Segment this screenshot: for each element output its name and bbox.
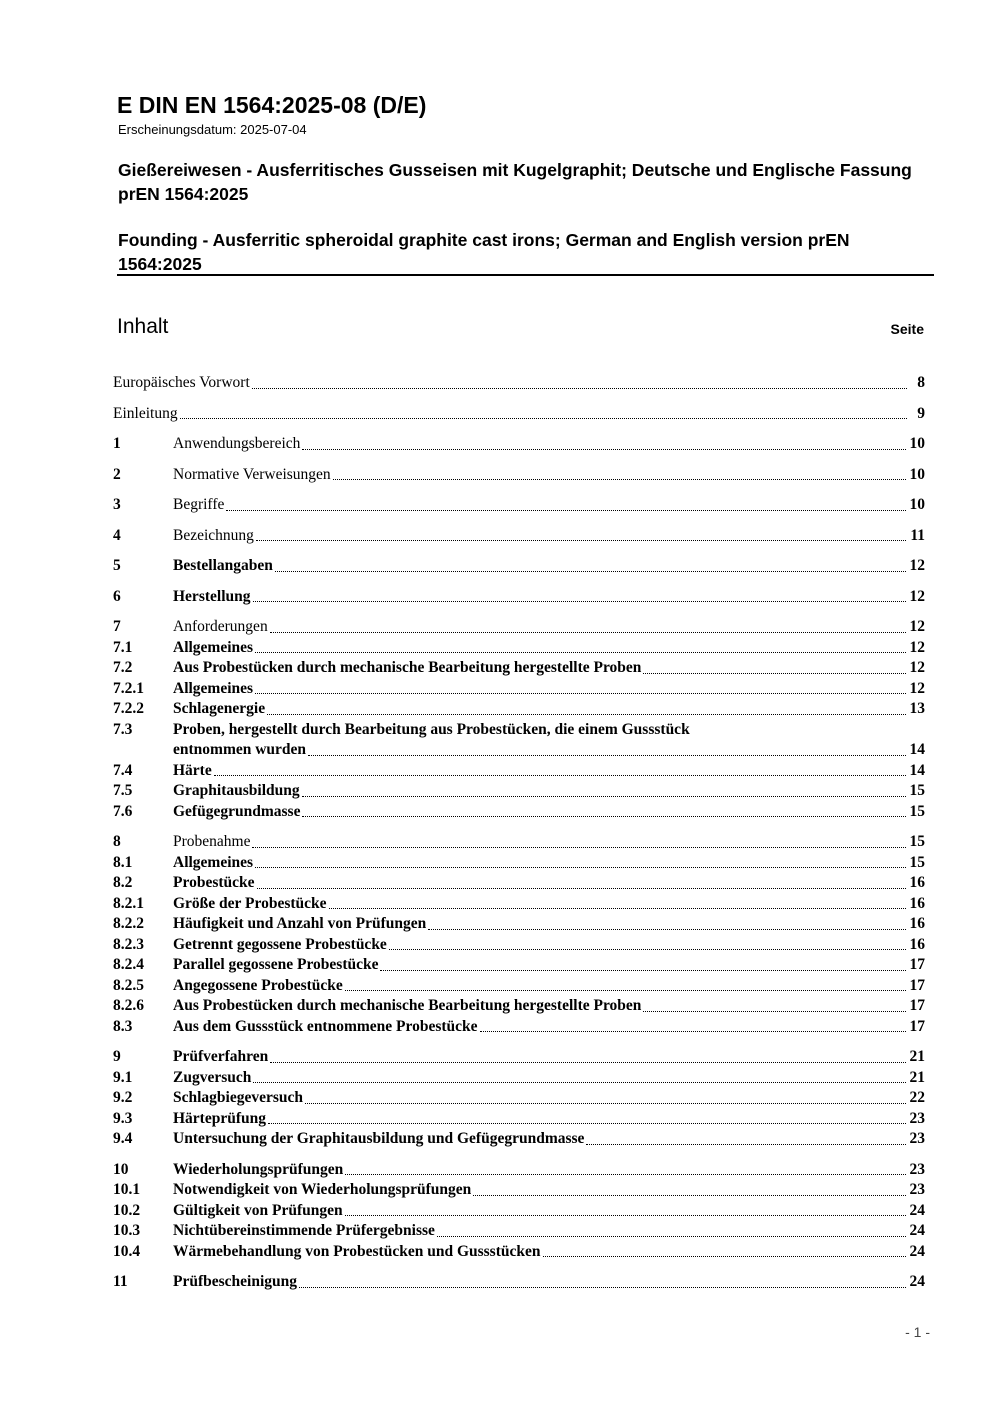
toc-entry-label: Härte bbox=[173, 761, 212, 779]
toc-entry-label: Allgemeines bbox=[173, 638, 254, 656]
toc-heading: Inhalt bbox=[117, 315, 169, 338]
title-english: Founding - Ausferritic spheroidal graphite cast irons; German and English version prEN 1564:2025 bbox=[118, 230, 850, 274]
toc-entry-page: 11 bbox=[910, 526, 925, 544]
toc-entry-number: 1 bbox=[113, 435, 121, 452]
toc-entry-number: 10 bbox=[113, 1160, 129, 1178]
toc-entry-label: Aus Probestücken durch mechanische Bearbeitung hergestellte Proben bbox=[173, 997, 642, 1014]
toc-entry-page: 17 bbox=[909, 976, 925, 994]
toc-leader bbox=[214, 774, 906, 776]
toc-entry-number: 10.1 bbox=[113, 1181, 141, 1198]
toc-entry-number: 8.2.4 bbox=[113, 956, 144, 973]
toc-entry-label: Herstellung bbox=[173, 587, 251, 605]
toc-entry[interactable] bbox=[113, 638, 925, 659]
toc-entry-label: Bezeichnung bbox=[173, 526, 254, 544]
toc-leader bbox=[302, 815, 905, 817]
toc-entry[interactable] bbox=[113, 781, 925, 802]
toc-leader bbox=[380, 969, 905, 971]
toc-entry-page: 23 bbox=[909, 1160, 925, 1178]
toc-entry-page: 24 bbox=[909, 1222, 925, 1239]
toc-leader bbox=[305, 1102, 905, 1104]
toc-entry-number: 3 bbox=[113, 496, 121, 513]
toc-entry-number: 8.2 bbox=[113, 874, 133, 891]
toc-entry-number: 2 bbox=[113, 465, 121, 483]
toc-entry[interactable] bbox=[113, 720, 925, 741]
toc-entry-label: Untersuchung der Graphitausbildung und Gefügegrundmasse bbox=[173, 1130, 585, 1147]
toc-entry-page: 24 bbox=[909, 1201, 925, 1219]
toc-entry-page: 14 bbox=[909, 741, 925, 758]
toc-entry[interactable] bbox=[113, 1129, 925, 1150]
toc-entry-page: 10 bbox=[909, 435, 925, 452]
toc-entry-number: 7.2 bbox=[113, 659, 133, 676]
toc-leader bbox=[268, 1122, 906, 1124]
toc-entry-label: Anwendungsbereich bbox=[173, 435, 301, 452]
toc-leader bbox=[437, 1235, 906, 1237]
toc-entry-number: 7.1 bbox=[113, 638, 133, 656]
toc-entry-page: 10 bbox=[909, 496, 925, 513]
toc-entry-label: Aus dem Gussstück entnommene Probestücke bbox=[173, 1017, 478, 1035]
header-rule bbox=[117, 274, 934, 276]
toc-entry[interactable] bbox=[113, 404, 925, 425]
toc-entry-page: 17 bbox=[909, 997, 925, 1014]
toc-entry[interactable] bbox=[113, 761, 925, 782]
toc-entry[interactable] bbox=[113, 955, 925, 976]
toc-entry-number: 10.4 bbox=[113, 1242, 141, 1260]
page-number: - 1 - bbox=[905, 1324, 930, 1340]
title-german: Gießereiwesen - Ausferritisches Gusseisen mit Kugelgraphit; Deutsche und Englische Fassung prEN 1564:2025 bbox=[118, 160, 912, 204]
toc-entry[interactable] bbox=[113, 1201, 925, 1222]
toc-leader bbox=[270, 631, 906, 633]
toc-entry-page: 9 bbox=[917, 404, 925, 422]
toc-leader bbox=[333, 478, 906, 480]
toc-entry[interactable] bbox=[113, 1180, 925, 1201]
toc-leader bbox=[255, 651, 905, 653]
toc-entry[interactable] bbox=[113, 526, 925, 547]
toc-entry[interactable] bbox=[113, 1160, 925, 1181]
publication-date: Erscheinungsdatum: 2025-07-04 bbox=[118, 122, 307, 137]
toc-leader bbox=[255, 692, 905, 694]
toc-entry-number: 7.2.2 bbox=[113, 700, 144, 717]
toc-entry-page: 21 bbox=[909, 1068, 925, 1086]
toc-entry[interactable] bbox=[113, 1047, 925, 1068]
toc-entry[interactable] bbox=[113, 853, 925, 874]
toc-leader bbox=[643, 1010, 905, 1012]
toc-entry-page: 8 bbox=[917, 374, 925, 391]
toc-entry[interactable] bbox=[113, 617, 925, 638]
toc-entry[interactable] bbox=[113, 894, 925, 915]
toc-entry-label: Parallel gegossene Probestücke bbox=[173, 956, 379, 973]
toc-entry-page: 23 bbox=[909, 1181, 925, 1198]
toc-entry[interactable] bbox=[113, 679, 925, 700]
toc-entry-page: 12 bbox=[909, 659, 925, 676]
toc-entry-page: 24 bbox=[909, 1273, 925, 1290]
toc-entry-page: 16 bbox=[909, 935, 925, 953]
toc-entry-label: Wärmebehandlung von Probestücken und Gussstücken bbox=[173, 1242, 541, 1260]
toc-leader bbox=[480, 1030, 906, 1032]
toc-entry[interactable] bbox=[113, 976, 925, 997]
toc-entry-label: Größe der Probestücke bbox=[173, 894, 327, 912]
toc-leader bbox=[329, 907, 906, 909]
toc-entry-label: Europäisches Vorwort bbox=[113, 374, 250, 391]
toc-leader bbox=[253, 600, 906, 602]
toc-entry[interactable] bbox=[113, 935, 925, 956]
toc-entry-number: 5 bbox=[113, 557, 121, 574]
toc-entry-page: 13 bbox=[909, 700, 925, 717]
toc-leader bbox=[308, 754, 905, 756]
toc-entry-number: 10.3 bbox=[113, 1222, 141, 1239]
toc-entry-label: Bestellangaben bbox=[173, 557, 273, 574]
toc-leader bbox=[275, 570, 906, 572]
toc-leader bbox=[253, 1081, 905, 1083]
toc-leader bbox=[345, 1173, 905, 1175]
toc-leader bbox=[252, 387, 907, 389]
toc-entry-page: 15 bbox=[909, 853, 925, 871]
toc-entry-number: 4 bbox=[113, 526, 121, 544]
toc-leader bbox=[299, 1286, 905, 1288]
toc-entry[interactable] bbox=[113, 658, 925, 679]
toc-entry-label: Normative Verweisungen bbox=[173, 465, 331, 483]
toc-entry-label: Anforderungen bbox=[173, 618, 268, 635]
toc-entry-label: Schlagbiegeversuch bbox=[173, 1089, 304, 1106]
toc-leader bbox=[180, 417, 907, 419]
toc-entry-number: 7.4 bbox=[113, 761, 133, 779]
toc-entry[interactable] bbox=[113, 699, 925, 720]
toc-entry-number: 10.2 bbox=[113, 1201, 141, 1219]
toc-leader bbox=[257, 887, 906, 889]
toc-entry-page: 12 bbox=[909, 638, 925, 656]
toc-entry-page: 14 bbox=[909, 761, 925, 779]
toc-entry-number: 9.4 bbox=[113, 1130, 133, 1147]
toc-entry[interactable] bbox=[113, 1068, 925, 1089]
toc-entry-label: Proben, hergestellt durch Bearbeitung aus Probestücken, die einem Gussstück bbox=[173, 720, 690, 738]
toc-entry-page: 17 bbox=[909, 1017, 925, 1035]
toc-entry-page: 15 bbox=[909, 802, 925, 820]
toc-page-label: Seite bbox=[890, 321, 924, 337]
toc-entry-number: 8 bbox=[113, 833, 121, 850]
toc-entry-label: Aus Probestücken durch mechanische Bearbeitung hergestellte Proben bbox=[173, 659, 642, 676]
toc-leader bbox=[252, 846, 905, 848]
toc-entry-number: 9.1 bbox=[113, 1068, 133, 1086]
toc-entry-continuation[interactable] bbox=[113, 740, 925, 761]
toc-entry-label: Einleitung bbox=[113, 404, 178, 422]
toc-leader bbox=[255, 866, 905, 868]
toc-entry[interactable] bbox=[113, 1088, 925, 1109]
toc-leader bbox=[543, 1255, 906, 1257]
toc-entry-number: 8.2.5 bbox=[113, 976, 144, 994]
toc-leader bbox=[267, 713, 905, 715]
toc-entry[interactable] bbox=[113, 556, 925, 577]
toc-entry[interactable] bbox=[113, 1221, 925, 1242]
toc-entry[interactable] bbox=[113, 1272, 925, 1293]
toc-entry[interactable] bbox=[113, 873, 925, 894]
toc-entry-page: 12 bbox=[909, 679, 925, 697]
toc-leader bbox=[270, 1061, 905, 1063]
toc-leader bbox=[302, 448, 905, 450]
toc-entry-page: 16 bbox=[909, 874, 925, 891]
toc-entry-label: Zugversuch bbox=[173, 1068, 252, 1086]
toc-entry-page: 16 bbox=[909, 915, 925, 932]
toc-leader bbox=[389, 948, 906, 950]
toc-entry-page: 22 bbox=[909, 1089, 925, 1106]
toc-entry[interactable] bbox=[113, 996, 925, 1017]
toc-entry-label: Getrennt gegossene Probestücke bbox=[173, 935, 387, 953]
toc-entry-page: 21 bbox=[909, 1048, 925, 1065]
toc-leader bbox=[256, 539, 906, 541]
toc-entry-page: 16 bbox=[909, 894, 925, 912]
toc-entry-number: 8.2.1 bbox=[113, 894, 144, 912]
toc-entry[interactable] bbox=[113, 495, 925, 516]
toc-entry-label: Prüfbescheinigung bbox=[173, 1273, 298, 1290]
toc-entry-page: 24 bbox=[909, 1242, 925, 1260]
toc-entry-number: 9.3 bbox=[113, 1109, 133, 1127]
toc-entry-label: Schlagenergie bbox=[173, 700, 266, 717]
toc-entry-page: 23 bbox=[909, 1109, 925, 1127]
toc-entry[interactable] bbox=[113, 802, 925, 823]
toc-entry-label: Allgemeines bbox=[173, 679, 254, 697]
toc-entry-label: Probestücke bbox=[173, 874, 255, 891]
toc-entry-number: 8.1 bbox=[113, 853, 133, 871]
toc-entry-number: 8.2.3 bbox=[113, 935, 144, 953]
toc-entry-number: 11 bbox=[113, 1273, 128, 1290]
toc-entry-label: entnommen wurden bbox=[173, 741, 307, 758]
toc-entry-page: 23 bbox=[909, 1130, 925, 1147]
table-of-contents bbox=[113, 373, 925, 1293]
toc-entry-page: 12 bbox=[909, 618, 925, 635]
toc-entry-label: Graphitausbildung bbox=[173, 782, 300, 799]
toc-leader bbox=[302, 795, 906, 797]
toc-entry[interactable] bbox=[113, 1017, 925, 1038]
toc-entry-page: 12 bbox=[909, 557, 925, 574]
toc-entry[interactable] bbox=[113, 832, 925, 853]
toc-entry[interactable] bbox=[113, 373, 925, 394]
toc-entry-label: Häufigkeit und Anzahl von Prüfungen bbox=[173, 915, 427, 932]
toc-entry-number: 7 bbox=[113, 618, 121, 635]
toc-leader bbox=[345, 1214, 906, 1216]
toc-entry-page: 15 bbox=[909, 782, 925, 799]
toc-entry-number: 7.5 bbox=[113, 782, 133, 799]
toc-entry-page: 10 bbox=[909, 465, 925, 483]
toc-entry-label: Gefügegrundmasse bbox=[173, 802, 301, 820]
toc-entry-number: 7.2.1 bbox=[113, 679, 144, 697]
toc-entry[interactable] bbox=[113, 1109, 925, 1130]
toc-entry-page: 15 bbox=[909, 833, 925, 850]
toc-entry[interactable] bbox=[113, 914, 925, 935]
document-id: E DIN EN 1564:2025-08 (D/E) bbox=[117, 92, 427, 118]
toc-leader bbox=[473, 1194, 905, 1196]
toc-entry[interactable] bbox=[113, 1242, 925, 1263]
toc-entry-label: Härteprüfung bbox=[173, 1109, 266, 1127]
toc-entry[interactable] bbox=[113, 587, 925, 608]
toc-leader bbox=[643, 672, 905, 674]
toc-leader bbox=[428, 928, 905, 930]
toc-entry-number: 9 bbox=[113, 1048, 121, 1065]
toc-entry-label: Begriffe bbox=[173, 496, 225, 513]
toc-entry-number: 8.2.6 bbox=[113, 997, 144, 1014]
toc-entry-label: Probenahme bbox=[173, 833, 251, 850]
toc-entry-number: 8.3 bbox=[113, 1017, 133, 1035]
toc-entry-label: Prüfverfahren bbox=[173, 1048, 269, 1065]
toc-entry-label: Wiederholungsprüfungen bbox=[173, 1160, 344, 1178]
toc-entry-label: Notwendigkeit von Wiederholungsprüfungen bbox=[173, 1181, 472, 1198]
toc-entry-page: 17 bbox=[909, 956, 925, 973]
toc-entry[interactable] bbox=[113, 465, 925, 486]
toc-entry-label: Nichtübereinstimmende Prüfergebnisse bbox=[173, 1222, 435, 1239]
toc-leader bbox=[345, 989, 906, 991]
toc-entry-number: 7.6 bbox=[113, 802, 133, 820]
toc-entry[interactable] bbox=[113, 434, 925, 455]
toc-entry-number: 6 bbox=[113, 587, 121, 605]
toc-entry-page: 12 bbox=[909, 587, 925, 605]
toc-entry-number: 8.2.2 bbox=[113, 915, 144, 932]
toc-entry-number: 7.3 bbox=[113, 720, 133, 738]
toc-entry-number: 9.2 bbox=[113, 1089, 133, 1106]
toc-leader bbox=[586, 1143, 905, 1145]
toc-entry-label: Gültigkeit von Prüfungen bbox=[173, 1201, 343, 1219]
toc-entry-label: Angegossene Probestücke bbox=[173, 976, 343, 994]
toc-entry-label: Allgemeines bbox=[173, 853, 254, 871]
toc-leader bbox=[226, 509, 905, 511]
